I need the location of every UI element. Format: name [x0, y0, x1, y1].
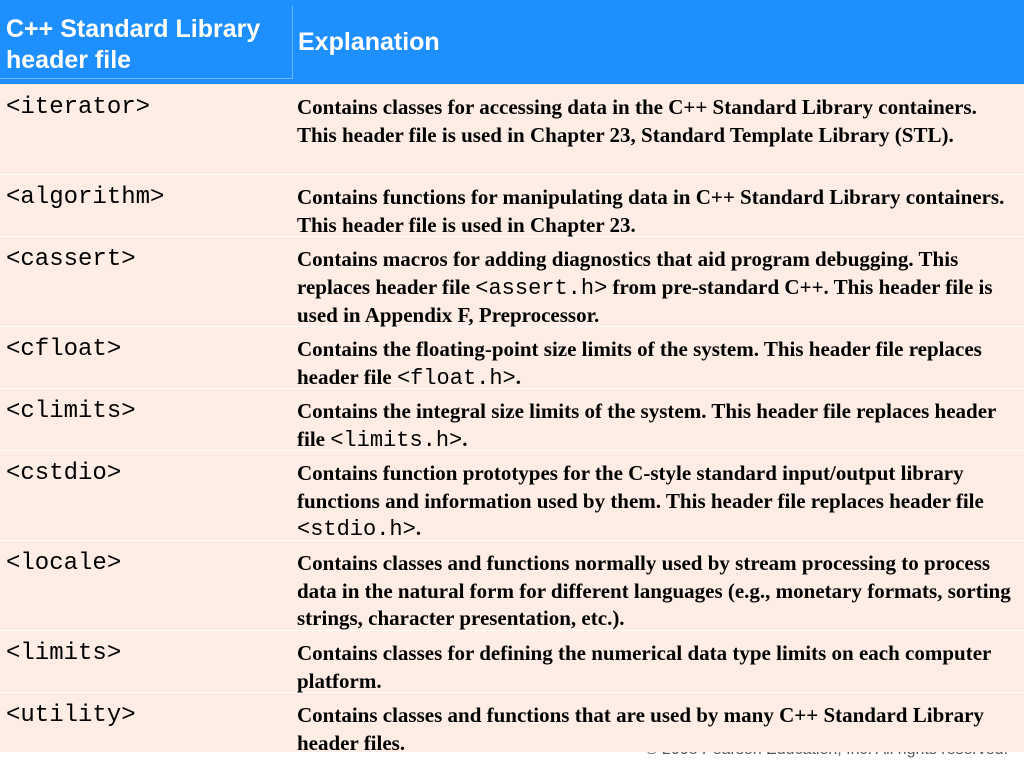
header-explanation	[297, 94, 1019, 149]
table-row	[0, 630, 1024, 693]
table-row	[0, 236, 1024, 327]
explanation-text-end: .	[462, 426, 468, 451]
explanation-text: Contains classes for accessing data in the C++ Standard Library containers. This header file is used in Chapter 23, Standard Template Library (STL).	[297, 95, 977, 147]
table-row	[0, 84, 1024, 175]
explanation-text: Contains classes for defining the numerical data type limits on each computer platform.	[297, 641, 991, 693]
header-file-name: <limits>	[6, 640, 122, 667]
table-body	[0, 84, 1024, 755]
explanation-text-end: from pre-standard C++. This header file is used in Appendix F, Preprocessor.	[297, 274, 993, 327]
header-file-name: <utility>	[6, 702, 136, 729]
explanation-text: Contains the floating-point size limits of the system. This header file replaces header file	[297, 337, 982, 389]
header-file-name: <climits>	[6, 398, 136, 425]
code-reference: <stdio.h>	[297, 517, 416, 542]
explanation-text: Contains classes and functions normally used by stream processing to process data in the natural form for different languages (e.g., monetary formats, sorting strings, character presentation, etc.).	[297, 551, 1011, 630]
header-explanation	[297, 460, 1019, 544]
header-explanation	[297, 702, 1019, 757]
explanation-text: Contains the integral size limits of the system. This header file replaces header file	[297, 399, 996, 451]
header-file-name: <iterator>	[6, 94, 151, 121]
code-reference: <limits.h>	[330, 427, 463, 453]
column-header-file: C++ Standard Library header file	[6, 15, 261, 74]
header-file-name: <algorithm>	[6, 184, 165, 211]
header-explanation	[297, 550, 1019, 633]
explanation-text: Contains function prototypes for the C-style standard input/output library functions and information used by them. This header file replaces header file	[297, 461, 984, 513]
explanation-text: Contains functions for manipulating data in C++ Standard Library containers. This header file is used in Chapter 23.	[297, 185, 1005, 237]
header-file-name: <cfloat>	[6, 336, 122, 363]
table-row	[0, 540, 1024, 631]
column-header-explanation: Explanation	[298, 28, 440, 56]
table-header-row	[0, 0, 1024, 84]
explanation-text-end: .	[515, 364, 522, 389]
explanation-text: Contains macros for adding diagnostics that aid program debugging. This replaces header file	[297, 247, 959, 299]
table-row	[0, 450, 1024, 541]
table-row	[0, 326, 1024, 389]
header-explanation	[297, 398, 1019, 454]
table-row	[0, 692, 1024, 755]
code-reference: <float.h>	[396, 365, 516, 391]
header-explanation	[297, 246, 1019, 330]
header-file-name: <cassert>	[6, 246, 136, 273]
header-file-name: <cstdio>	[6, 460, 122, 487]
header-file-name: <locale>	[6, 550, 122, 577]
header-explanation	[297, 184, 1019, 239]
explanation-text-end: .	[415, 516, 422, 540]
code-reference: <assert.h>	[475, 275, 608, 301]
header-explanation	[297, 336, 1019, 392]
explanation-text: Contains classes and functions that are used by many C++ Standard Library header files.	[297, 703, 984, 755]
table-row	[0, 174, 1024, 237]
header-explanation	[297, 640, 1019, 695]
table-row	[0, 388, 1024, 451]
